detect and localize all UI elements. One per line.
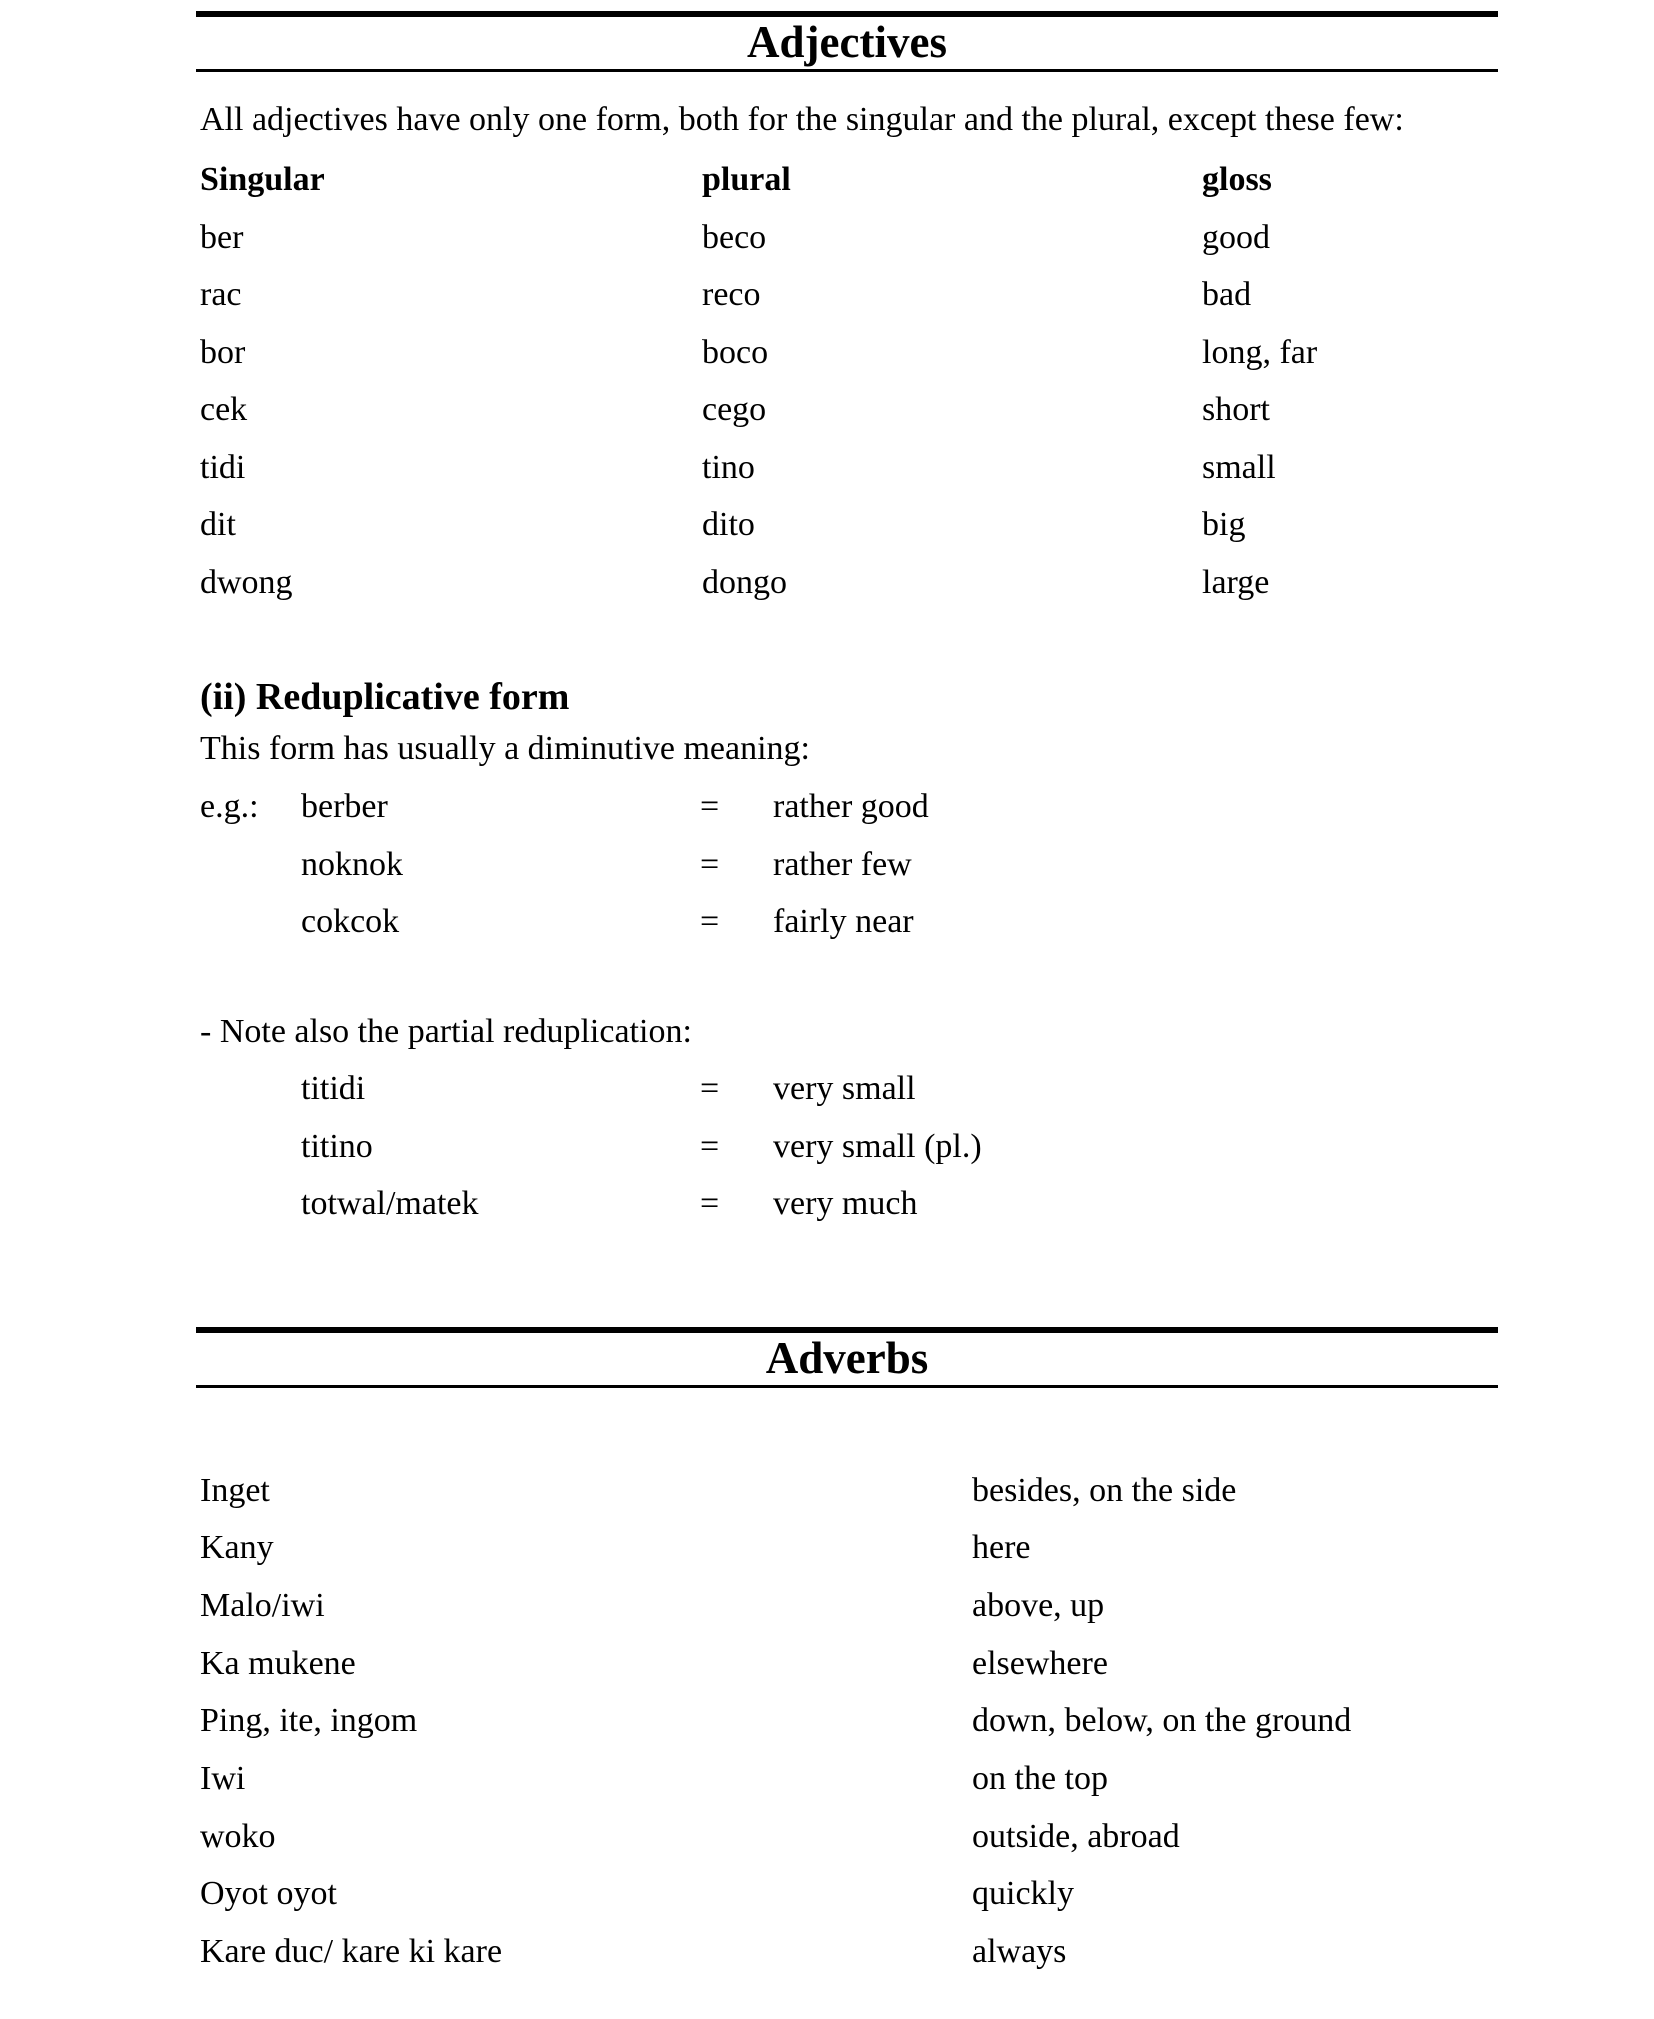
example-word: titino — [301, 1127, 373, 1165]
example-word: totwal/matek — [301, 1185, 479, 1222]
gloss-cell: large — [1202, 563, 1270, 601]
eg-label-spacer — [200, 1175, 301, 1233]
column-header-plural: plural — [702, 161, 791, 198]
adverb-word: Iwi — [200, 1760, 246, 1798]
gloss-cell: short — [1202, 391, 1270, 428]
example-meaning: very small — [773, 1070, 916, 1107]
singular-cell: dwong — [200, 563, 293, 601]
gloss-cell: long, far — [1202, 333, 1318, 371]
adverb-meaning: quickly — [972, 1875, 1074, 1913]
adverb-word: Malo/iwi — [200, 1586, 325, 1624]
adverb-meaning: above, up — [972, 1586, 1105, 1624]
partial-reduplication-examples — [200, 1060, 1498, 1233]
example-word: noknok — [301, 845, 403, 883]
adjectives-table — [200, 151, 1498, 611]
adverb-meaning: outside, abroad — [972, 1817, 1180, 1855]
reduplicative-description: This form has usually a diminutive meaning: — [200, 730, 811, 767]
eg-label: e.g.: — [200, 788, 259, 825]
adverb-word: Ping, ite, ingom — [200, 1702, 418, 1740]
gloss-cell: small — [1202, 448, 1276, 486]
equals-sign: = — [700, 1070, 720, 1107]
example-meaning: very much — [773, 1185, 918, 1222]
singular-cell: bor — [200, 333, 246, 371]
reduplicative-examples — [200, 778, 1498, 951]
partial-reduplication-note: - Note also the partial reduplication: — [200, 1012, 692, 1050]
plural-cell: cego — [702, 391, 767, 428]
adverb-meaning: besides, on the side — [972, 1471, 1237, 1509]
example-meaning: rather few — [773, 845, 912, 883]
adverb-meaning: down, below, on the ground — [972, 1702, 1352, 1740]
singular-cell: rac — [200, 276, 242, 313]
eg-label-spacer — [200, 836, 301, 894]
plural-cell: boco — [702, 333, 769, 371]
gloss-cell: good — [1202, 218, 1270, 256]
example-word: berber — [301, 788, 388, 825]
adjectives-heading: Adjectives — [747, 17, 947, 67]
example-meaning: fairly near — [773, 903, 914, 940]
adverb-meaning: always — [972, 1933, 1067, 1971]
example-meaning: very small (pl.) — [773, 1127, 982, 1165]
example-meaning: rather good — [773, 788, 929, 825]
adverbs-table — [200, 1462, 1498, 1981]
plural-cell: tino — [702, 448, 755, 486]
singular-cell: dit — [200, 506, 236, 543]
adverb-word: Kare duc/ kare ki kare — [200, 1933, 503, 1971]
adverb-word: woko — [200, 1817, 276, 1855]
adverb-meaning: elsewhere — [972, 1644, 1108, 1682]
gloss-cell: big — [1202, 506, 1246, 543]
adverbs-heading: Adverbs — [765, 1332, 929, 1383]
equals-sign: = — [700, 1127, 720, 1165]
example-word: titidi — [301, 1070, 366, 1107]
adverb-meaning: on the top — [972, 1760, 1108, 1798]
example-word: cokcok — [301, 903, 400, 940]
adverb-meaning: here — [972, 1529, 1031, 1567]
equals-sign: = — [700, 903, 720, 940]
column-header-singular: Singular — [200, 161, 325, 198]
plural-cell: dito — [702, 506, 755, 543]
adverb-word: Inget — [200, 1471, 270, 1509]
eg-label-spacer — [200, 893, 301, 951]
adverb-word: Oyot oyot — [200, 1875, 337, 1913]
plural-cell: reco — [702, 276, 761, 313]
singular-cell: cek — [200, 391, 248, 428]
eg-label-spacer — [200, 1118, 301, 1176]
plural-cell: beco — [702, 218, 767, 256]
adjectives-section-banner — [196, 11, 1498, 72]
singular-cell: ber — [200, 218, 244, 256]
adverbs-section-banner — [196, 1327, 1498, 1388]
singular-cell: tidi — [200, 448, 246, 486]
gloss-cell: bad — [1202, 276, 1252, 313]
plural-cell: dongo — [702, 563, 787, 601]
eg-label-spacer — [200, 1060, 301, 1118]
equals-sign: = — [700, 788, 720, 825]
equals-sign: = — [700, 845, 720, 883]
equals-sign: = — [700, 1185, 720, 1222]
document-page — [0, 11, 1654, 1981]
adverb-word: Ka mukene — [200, 1644, 356, 1682]
column-header-gloss: gloss — [1202, 161, 1272, 198]
adjectives-intro-text: All adjectives have only one form, both for the singular and the plural, except these few: — [200, 101, 1404, 138]
reduplicative-form-heading: (ii) Reduplicative form — [200, 676, 570, 718]
adverb-word: Kany — [200, 1529, 274, 1567]
